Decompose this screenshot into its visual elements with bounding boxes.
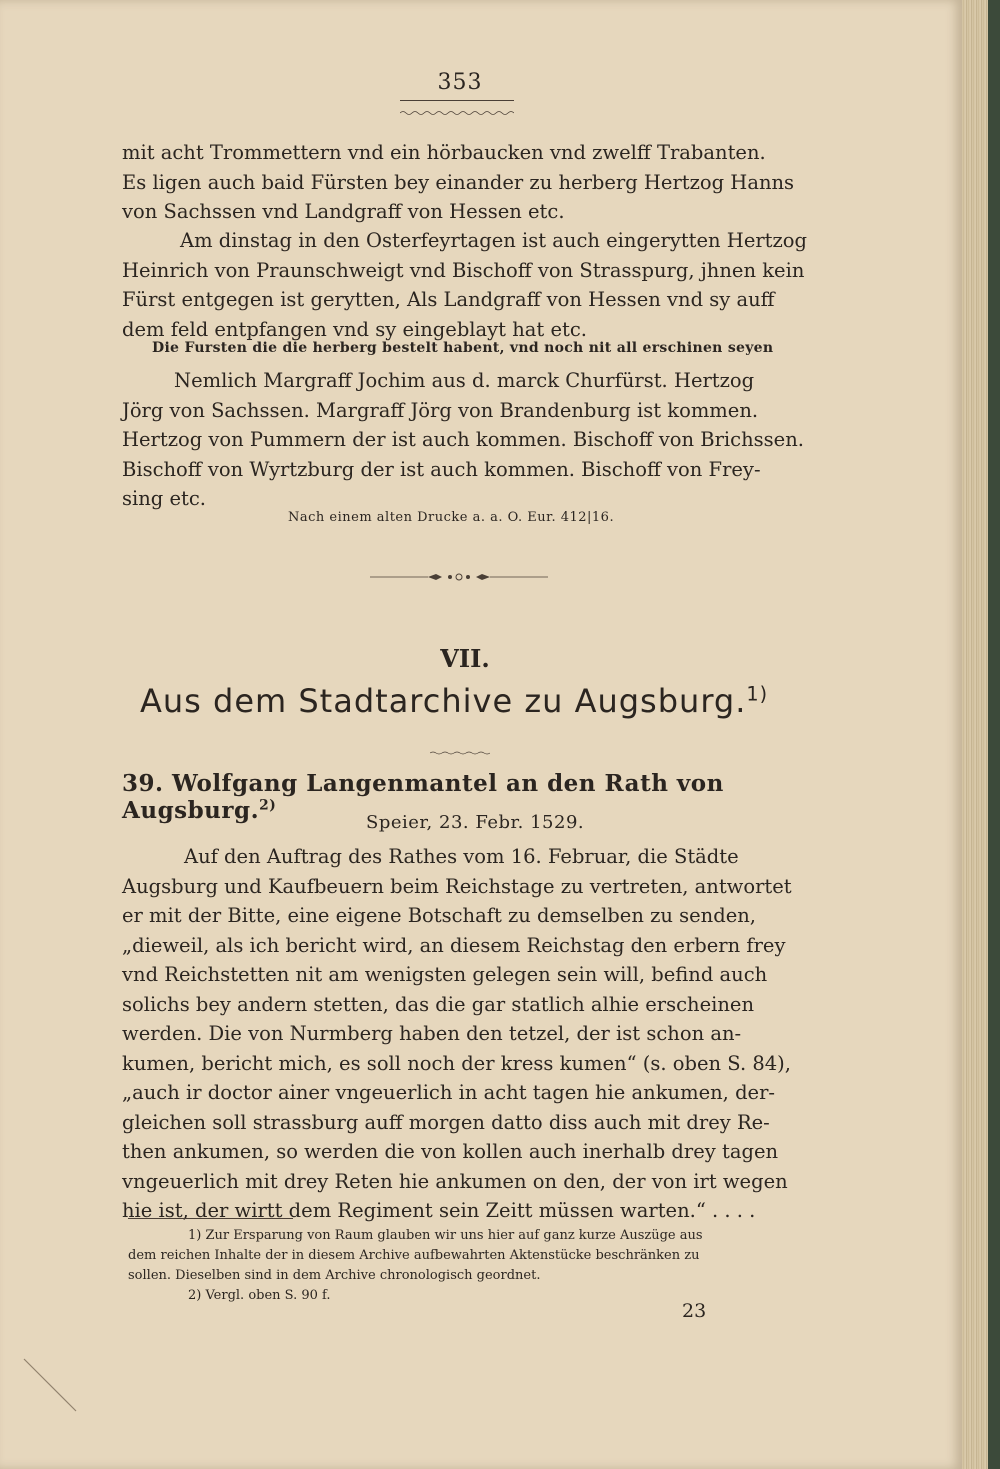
- place-date: Speier, 23. Febr. 1529.: [366, 812, 585, 833]
- section-title-text: Aus dem Stadtarchive zu Augsburg.: [140, 682, 747, 720]
- intro-paragraph-2: [122, 226, 808, 344]
- wavy-rule-icon: [400, 110, 514, 116]
- text-line: dem feld entpfangen vnd sy eingeblayt hat etc.: [122, 317, 587, 341]
- text-line: Fürst entgegen ist gerytten, Als Landgraff von Hessen vnd sy auff: [122, 288, 775, 311]
- text-line: solichs bey andern stetten, das die gar statlich alhie erscheinen: [122, 992, 755, 1016]
- text-line: gleichen soll strassburg auff morgen datto diss auch mit drey Re-: [122, 1110, 770, 1134]
- text-line: Jörg von Sachssen. Margraff Jörg von Brandenburg ist kommen.: [122, 398, 759, 422]
- intro-paragraph-1: [122, 138, 798, 227]
- text-line: Augsburg und Kaufbeuern beim Reichstage zu vertreten, antwortet: [122, 874, 792, 898]
- book-cover-edge: [988, 0, 1000, 1469]
- title-rule: [430, 740, 490, 744]
- section-number: VII.: [440, 644, 490, 673]
- footnote-ref: 1): [746, 682, 769, 706]
- text-line: mit acht Trommettern vnd ein hörbaucken vnd zwelff Trabanten.: [122, 141, 766, 164]
- footnote-rule: [128, 1218, 293, 1219]
- page-number-rule: [400, 100, 514, 104]
- letter-title-text: 39. Wolfgang Langenmantel an den Rath von Augsburg.: [122, 770, 724, 824]
- text-line: Bischoff von Wyrtzburg der ist auch kommen. Bischoff von Frey-: [122, 457, 761, 481]
- text-line: Nemlich Margraff Jochim aus d. marck Churfürst. Hertzog: [174, 369, 755, 392]
- text-line: Es ligen auch baid Fürsten bey einander zu herberg Hertzog Hanns: [122, 170, 795, 194]
- section-title: [140, 682, 820, 720]
- page-number: 353: [437, 70, 483, 95]
- text-line: werden. Die von Nurmberg haben den tetzel, der ist schon an-: [122, 1022, 742, 1045]
- page-edge: [962, 0, 1000, 1469]
- footnote-line: sollen. Dieselben sind in dem Archive chronologisch geordnet.: [128, 1268, 541, 1283]
- text-line: sing etc.: [122, 487, 206, 510]
- text-line: vnd Reichstetten nit am wenigsten gelegen sein will, befind auch: [122, 963, 768, 986]
- text-line: Heinrich von Praunschweigt vnd Bischoff von Strasspurg, jhnen kein: [122, 258, 805, 282]
- letter-body: [122, 842, 798, 1226]
- text-line: er mit der Bitte, eine eigene Botschaft zu demselben zu senden,: [122, 904, 757, 927]
- text-line: Am dinstag in den Osterfeyrtagen ist auch eingerytten Hertzog: [180, 229, 808, 252]
- footnote-ref: 2): [259, 797, 277, 814]
- subheading: Die Fursten die die herberg bestelt habent, vnd noch nit all erschinen seyen: [152, 340, 774, 356]
- text-line: then ankumen, so werden die von kollen auch inerhalb drey tagen: [122, 1140, 779, 1163]
- footnote-line: dem reichen Inhalte der in diesem Archive aufbewahrten Aktenstücke beschränken zu: [128, 1248, 700, 1263]
- section-divider: [370, 568, 548, 580]
- signature-mark: 23: [682, 1300, 707, 1322]
- text-line: „auch ir doctor ainer vngeuerlich in acht tagen hie ankumen, der-: [122, 1081, 776, 1104]
- text-line: Auf den Auftrag des Rathes vom 16. Februar, die Städte: [184, 845, 739, 868]
- text-line: „dieweil, als ich bericht wird, an diesem Reichstag den erbern frey: [122, 933, 786, 957]
- text-line: vngeuerlich mit drey Reten hie ankumen on den, der von irt wegen: [122, 1169, 788, 1193]
- text-line: Hertzog von Pummern der ist auch kommen. Bischoff von Brichssen.: [122, 428, 804, 451]
- wavy-rule-icon: [430, 751, 490, 755]
- fold-crease-icon: [20, 1355, 80, 1415]
- text-line: hie ist, der wirtt dem Regiment sein Zeitt müssen warten.“ . . . .: [122, 1199, 756, 1222]
- footnote-line: 1) Zur Ersparung von Raum glauben wir uns hier auf ganz kurze Auszüge aus: [188, 1228, 703, 1243]
- text-line: kumen, bericht mich, es soll noch der kress kumen“ (s. oben S. 84),: [122, 1051, 791, 1075]
- list-paragraph: [122, 366, 804, 514]
- source-note: Nach einem alten Drucke a. a. O. Eur. 412|16.: [288, 510, 615, 525]
- footnotes: [128, 1226, 800, 1306]
- text-line: von Sachssen vnd Landgraff von Hessen etc.: [122, 200, 565, 223]
- footnote-line: 2) Vergl. oben S. 90 f.: [188, 1288, 331, 1303]
- ornament-icon: [370, 571, 548, 583]
